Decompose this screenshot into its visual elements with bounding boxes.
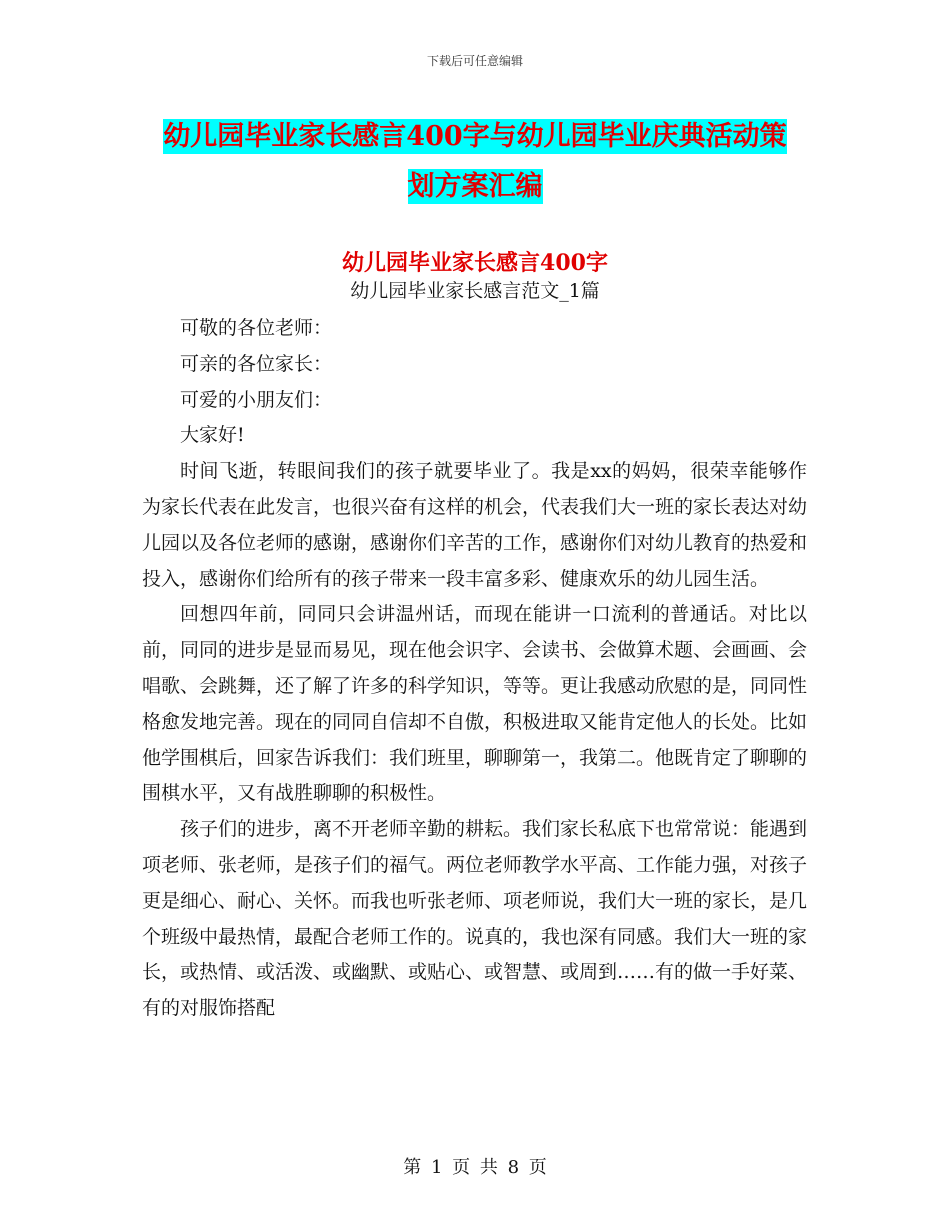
paragraph-body: 孩子们的进步，离不开老师辛勤的耕耘。我们家长私底下也常常说：能遇到项老师、张老师，是孩子们的福气。两位老师教学水平高、工作能力强，对孩子更是细心、耐心、关怀。而我也听张老师、项老师说，我们大一班的家长，是几个班级中最热情，最配合老师工作的。说真的，我也深有同感。我们大一班的家长，或热情、或活泼、或幽默、或贴心、或智慧、或周到……有的做一手好菜、有的对服饰搭配 xyxy=(142,818,808,1020)
page-footer: 第 1 页 共 8 页 xyxy=(403,1157,547,1178)
header-note: 下载后可任意编辑 xyxy=(426,54,523,68)
paragraph-body: 时间飞逝，转眼间我们的孩子就要毕业了。我是xx的妈妈，很荣幸能够作为家长代表在此发言，也很兴奋有这样的机会，代表我们大一班的家长表达对幼儿园以及各位老师的感谢，感谢你们辛苦的工作，感谢你们对幼儿教育的热爱和投入，感谢你们给所有的孩子带来一段丰富多彩、健康欢乐的幼儿园生活。 xyxy=(142,460,808,590)
body-text xyxy=(142,311,807,1027)
document-title-line2: 划方案汇编 xyxy=(407,171,543,202)
paragraph-greeting-parents: 可亲的各位家长： xyxy=(180,352,333,375)
section-subtitle: 幼儿园毕业家长感言范文_1篇 xyxy=(350,280,600,302)
paragraph-body: 回想四年前，同同只会讲温州话，而现在能讲一口流利的普通话。对比以前，同同的进步是显而易见，现在他会识字、会读书、会做算术题、会画画、会唱歌、会跳舞，还了解了许多的科学知识，等等。更让我感动欣慰的是，同同性格愈发地完善。现在的同同自信却不自傲，积极进取又能肯定他人的长处。比如他学围棋后，回家告诉我们：我们班里，聊聊第一，我第二。他既肯定了聊聊的围棋水平，又有战胜聊聊的积极性。 xyxy=(142,603,808,805)
section-title: 幼儿园毕业家长感言400字 xyxy=(342,250,608,276)
paragraph-hello: 大家好! xyxy=(180,424,245,447)
document-title xyxy=(150,112,800,212)
paragraph-greeting-teachers: 可敬的各位老师： xyxy=(180,317,333,339)
document-title-line1: 幼儿园毕业家长感言400字与幼儿园毕业庆典活动策 xyxy=(163,121,787,152)
paragraph-greeting-children: 可爱的小朋友们： xyxy=(180,388,333,411)
